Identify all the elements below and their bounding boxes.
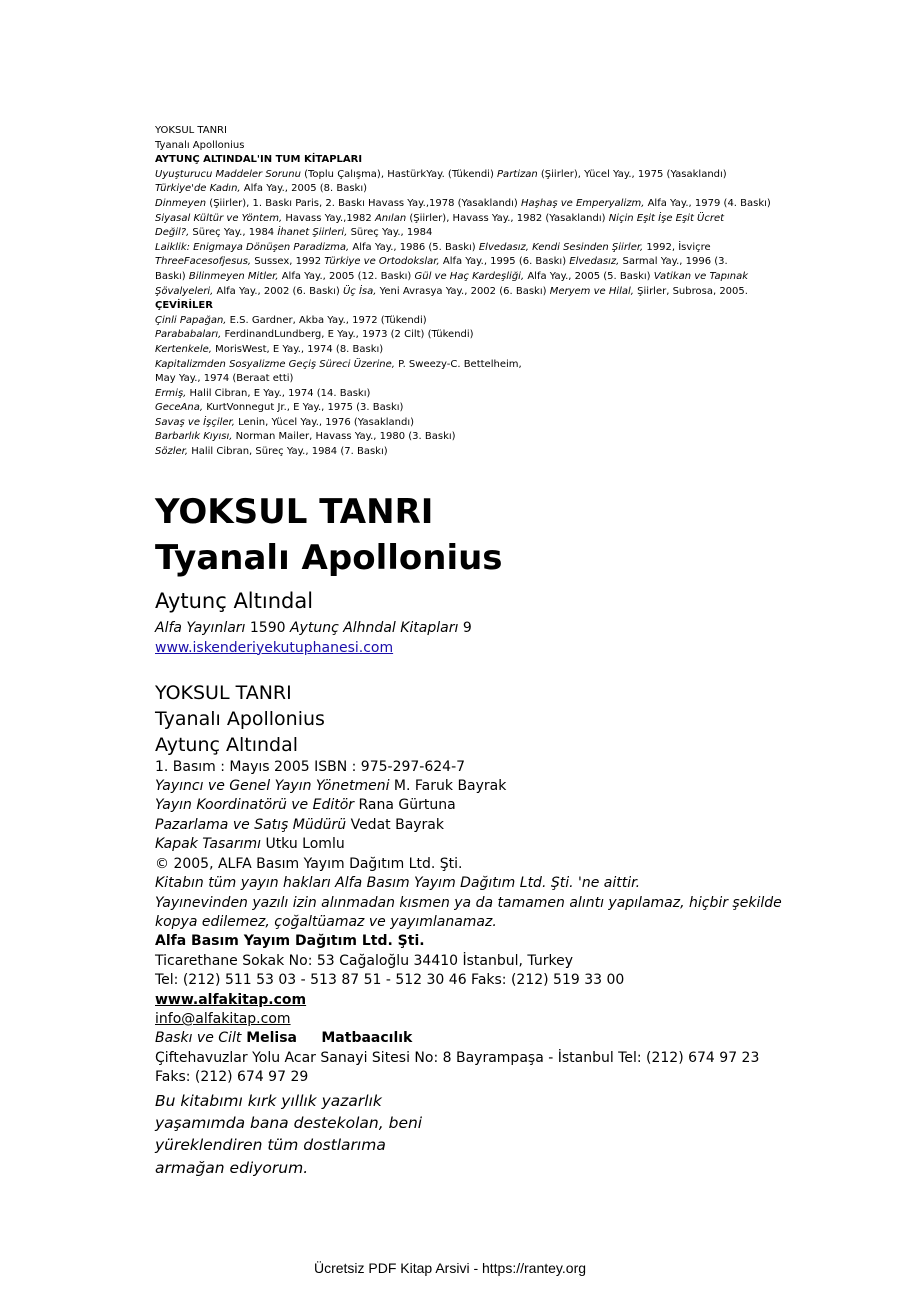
rights-line: Kitabın tüm yayın hakları Alfa Basım Yayım Dağıtım Ltd. Şti. 'ne aittir. bbox=[155, 875, 641, 892]
document-page bbox=[155, 124, 845, 1179]
book-entry: ThreeFacesofjesus, Sussex, 1992 Türkiye ve Ortodokslar, Alfa Yay., 1995 (6. Baskı) Elvedasız, Sarmal Yay., 1996 (3. bbox=[155, 256, 728, 268]
translation-entry: Çinli Papağan, E.S. Gardner, Akba Yay., 1972 (Tükendi) bbox=[155, 314, 427, 326]
imprint-details bbox=[155, 758, 845, 1088]
book-entry: Şövalyeleri, Alfa Yay., 2002 (6. Baskı) Üç İsa, Yeni Avrasya Yay., 2002 (6. Baskı) Meryem ve Hilal, Şiirler, Subrosa, 2005. bbox=[155, 285, 748, 297]
printer-address: Çiftehavuzlar Yolu Acar Sanayi Sitesi No: 8 Bayrampaşa - İstanbul Tel: (212) 674 97 23 bbox=[155, 1049, 760, 1066]
translation-entry: Barbarlık Kıyısı, Norman Mailer, Havass Yay., 1980 (3. Baskı) bbox=[155, 431, 456, 443]
translations-heading: ÇEVİRİLER bbox=[155, 300, 213, 312]
credit-line: Pazarlama ve Satış Müdürü Vedat Bayrak bbox=[155, 816, 444, 833]
credit-line: Yayıncı ve Genel Yayın Yönetmeni M. Faruk Bayrak bbox=[155, 778, 507, 795]
email-link[interactable]: info@alfakitap.com bbox=[155, 1010, 291, 1027]
printer-fax: Faks: (212) 674 97 29 bbox=[155, 1069, 309, 1086]
book-entry: Baskı) Bilinmeyen Mitler, Alfa Yay., 2005 (12. Baskı) Gül ve Haç Kardeşliği, Alfa Yay., 2005 (5. Baskı) Vatikan ve Tapınak bbox=[155, 270, 749, 282]
edition-info: 1. Basım : Mayıs 2005 ISBN : 975-297-624-7 bbox=[155, 758, 466, 775]
translation-entry: Ermiş, Halil Cibran, E Yay., 1974 (14. Baskı) bbox=[155, 387, 371, 399]
credit-line: Yayın Koordinatörü ve Editör Rana Gürtuna bbox=[155, 797, 456, 814]
translation-entry: GeceAna, KurtVonnegut Jr., E Yay., 1975 (3. Baskı) bbox=[155, 402, 404, 414]
website-link[interactable]: www.iskenderiyekutuphanesi.com bbox=[155, 639, 394, 656]
book-entry: Uyuşturucu Maddeler Sorunu (Toplu Çalışma), HastürkYay. (Tükendi) Partizan (Şiirler), Yücel Yay., 1975 (Yasaklandı) bbox=[155, 168, 727, 180]
book-list-section bbox=[155, 124, 845, 460]
book-entry: Siyasal Kültür ve Yöntem, Havass Yay.,1982 Anılan (Şiirler), Havass Yay., 1982 (Yasaklandı) Niçin Eşit İşe Eşit Ücret bbox=[155, 212, 725, 224]
translation-entry: Savaş ve İşçiler, Lenin, Yücel Yay., 1976 (Yasaklandı) bbox=[155, 416, 415, 428]
rights-line: kopya edilemez, çoğaltüamaz ve yayımlanamaz. bbox=[155, 913, 497, 930]
books-heading: AYTUNÇ ALTINDAL'IN TUM KİTAPLARI bbox=[155, 154, 363, 166]
web-link[interactable]: www.alfakitap.com bbox=[155, 991, 307, 1008]
book-entry: Türkiye'de Kadın, Alfa Yay., 2005 (8. Baskı) bbox=[155, 183, 368, 195]
dedication-line: yüreklendiren tüm dostlarıma bbox=[155, 1136, 386, 1155]
cover-subtitle: Tyanalı Apollonius bbox=[155, 537, 503, 578]
translation-entry: Parababaları, FerdinandLundberg, E Yay., 1973 (2 Cilt) (Tükendi) bbox=[155, 329, 474, 341]
rights-line: Yayınevinden yazılı izin alınmadan kısmen ya da tamamen alıntı yapılamaz, hiçbir şekilde bbox=[155, 894, 782, 911]
company-name: Alfa Basım Yayım Dağıtım Ltd. Şti. bbox=[155, 933, 425, 950]
translation-entry: Kertenkele, MorisWest, E Yay., 1974 (8. Baskı) bbox=[155, 343, 384, 355]
company-phone: Tel: (212) 511 53 03 - 513 87 51 - 512 30 46 Faks: (212) 519 33 00 bbox=[155, 972, 625, 989]
dedication-line: Bu kitabımı kırk yıllık yazarlık bbox=[155, 1091, 382, 1110]
translation-entry: Sözler, Halil Cibran, Süreç Yay., 1984 (7. Baskı) bbox=[155, 446, 388, 458]
series-line: Alfa Yayınları 1590 Aytunç Alhndal Kitapları 9 bbox=[155, 619, 472, 636]
imprint-author: Aytunç Altındal bbox=[155, 733, 299, 756]
dedication bbox=[155, 1090, 845, 1180]
footer-note: Ücretsiz PDF Kitap Arsivi - https://rantey.org bbox=[313, 1260, 587, 1276]
print-credit: Baskı ve Cilt Melisa Matbaacılık bbox=[155, 1030, 413, 1047]
dedication-line: armağan ediyorum. bbox=[155, 1158, 309, 1177]
imprint-subtitle: Tyanalı Apollonius bbox=[155, 707, 325, 730]
translation-entry: May Yay., 1974 (Beraat etti) bbox=[155, 373, 294, 385]
translation-entry: Kapitalizmden Sosyalizme Geçiş Süreci Üzerine, P. Sweezy-C. Bettelheim, bbox=[155, 358, 522, 370]
book-entry: Dinmeyen (Şiirler), 1. Baskı Paris, 2. Baskı Havass Yay.,1978 (Yasaklandı) Haşhaş ve Emperyalizm, Alfa Yay., 1979 (4. Baskı) bbox=[155, 197, 771, 209]
book-entry: Laiklik: Enigmaya Dönüşen Paradizma, Alfa Yay., 1986 (5. Baskı) Elvedasız, Kendi Sesinden Şiirler, 1992, İsviçre bbox=[155, 241, 711, 253]
copyright-line: © 2005, ALFA Basım Yayım Dağıtım Ltd. Şti. bbox=[155, 855, 463, 872]
company-address: Ticarethane Sokak No: 53 Cağaloğlu 34410 İstanbul, Turkey bbox=[155, 952, 573, 969]
book-entry: Değil?, Süreç Yay., 1984 İhanet Şiirleri, Süreç Yay., 1984 bbox=[155, 227, 433, 239]
cover-title: YOKSUL TANRI bbox=[155, 491, 434, 532]
header-subtitle: Tyanalı Apollonius bbox=[155, 139, 245, 151]
imprint-title: YOKSUL TANRI bbox=[155, 681, 292, 704]
cover-author: Aytunç Altındal bbox=[155, 588, 314, 613]
credit-line: Kapak Tasarımı Utku Lomlu bbox=[155, 836, 345, 853]
header-title: YOKSUL TANRI bbox=[155, 125, 227, 136]
dedication-line: yaşamımda bana destekolan, beni bbox=[155, 1113, 423, 1132]
